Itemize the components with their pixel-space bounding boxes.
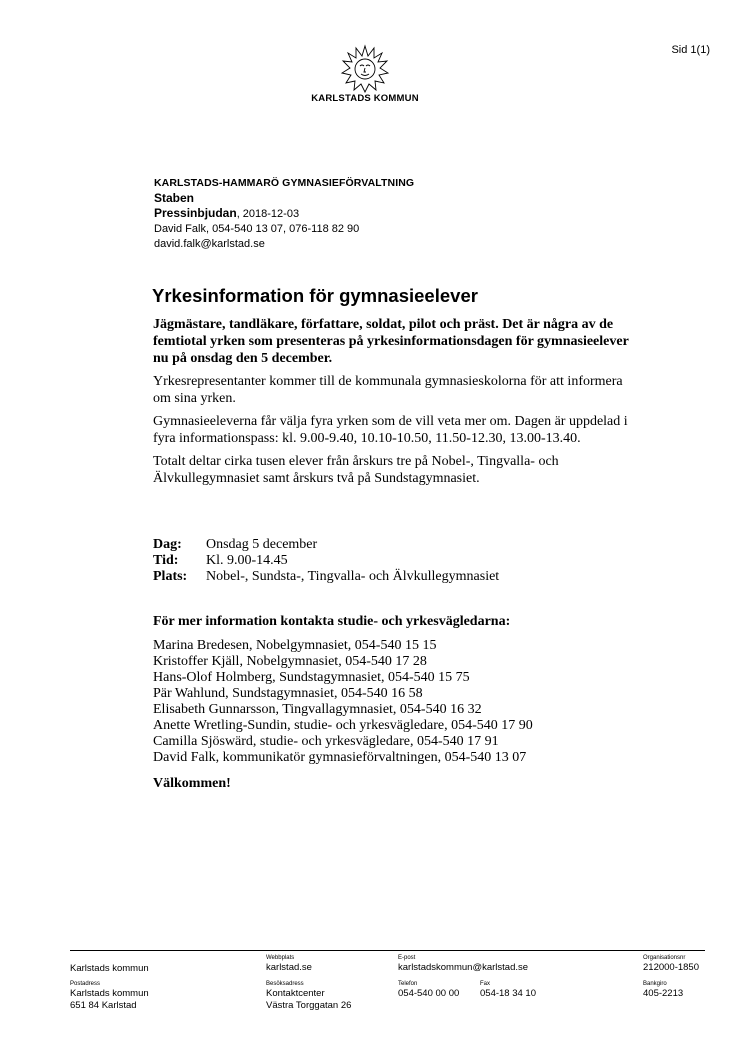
contact-person: Camilla Sjöswärd, studie- och yrkesvägledare, 054-540 17 91	[153, 734, 499, 749]
release-date: , 2018-12-03	[236, 208, 300, 220]
footer-visit-line2: Västra Torggatan 26	[266, 1000, 352, 1011]
footer-email-label: E-post	[398, 955, 416, 961]
contact-person: Anette Wretling-Sundin, studie- och yrkesvägledare, 054-540 17 90	[153, 718, 533, 733]
contact-person: Elisabeth Gunnarsson, Tingvallagymnasiet, 054-540 16 32	[153, 702, 482, 717]
sun-face-icon	[340, 44, 390, 94]
event-details	[153, 537, 499, 585]
footer-phone-label: Telefon	[398, 981, 418, 987]
paragraph-2: Gymnasieeleverna får välja fyra yrken som de vill veta mer om. Dagen är uppdelad i fyra informationspass: kl. 9.00-9.40, 10.10-10.50, 11.50-12.30, 13.00-13.40.	[153, 414, 628, 446]
footer-web-link[interactable]: karlstad.se	[266, 962, 312, 973]
footer-org-label: Organisationsnr	[643, 955, 686, 961]
event-day-label: Dag:	[153, 537, 182, 552]
event-place-row	[153, 569, 499, 585]
footer-visit-line1: Kontaktcenter	[266, 988, 325, 999]
contact-section	[153, 614, 633, 792]
paragraph-1: Yrkesrepresentanter kommer till de kommunala gymnasieskolorna för att informera om sina yrken.	[153, 374, 623, 406]
footer-web-label: Webbplats	[266, 955, 295, 961]
footer-fax-value: 054-18 34 10	[480, 988, 536, 999]
event-day-value: Onsdag 5 december	[206, 537, 318, 552]
release-line	[154, 206, 414, 222]
footer-bankgiro-label: Bankgiro	[643, 981, 667, 987]
event-time-label: Tid:	[153, 553, 179, 568]
event-time-row	[153, 553, 499, 569]
sender-block	[154, 176, 414, 252]
contact-heading: För mer information kontakta studie- och yrkesvägledarna:	[153, 614, 511, 629]
event-time-value: Kl. 9.00-14.45	[206, 553, 288, 568]
event-place-label: Plats:	[153, 569, 188, 584]
welcome-text: Välkommen!	[153, 776, 231, 791]
footer-divider	[70, 950, 705, 951]
footer-bankgiro-value: 405-2213	[643, 988, 684, 999]
event-place-value: Nobel-, Sundsta-, Tingvalla- och Älvkullegymnasiet	[206, 569, 500, 584]
footer-org-value: 212000-1850	[643, 962, 699, 973]
contact-person: Hans-Olof Holmberg, Sundstagymnasiet, 054-540 15 75	[153, 670, 470, 685]
footer-postal-label: Postadress	[70, 981, 101, 987]
footer-visit-label: Besöksadress	[266, 981, 304, 987]
contact-person: Kristoffer Kjäll, Nobelgymnasiet, 054-540 17 28	[153, 654, 427, 669]
contact-phone: David Falk, 054-540 13 07, 076-118 82 90	[154, 223, 360, 235]
contact-person: Pär Wahlund, Sundstagymnasiet, 054-540 16 58	[153, 686, 423, 701]
department-name: Staben	[154, 191, 195, 205]
footer-email-link[interactable]: karlstadskommun@karlstad.se	[398, 962, 529, 973]
footer-name: Karlstads kommun	[70, 963, 149, 974]
paragraph-3: Totalt deltar cirka tusen elever från årskurs tre på Nobel-, Tingvalla- och Älvkullegymnasiet samt årskurs två på Sundstagymnasiet.	[153, 454, 559, 486]
page-number: Sid 1(1)	[671, 44, 710, 56]
contact-email: david.falk@karlstad.se	[154, 238, 265, 250]
logo-text: KARLSTADS KOMMUN	[311, 93, 419, 104]
footer-phone-value: 054-540 00 00	[398, 988, 460, 999]
footer-fax-label: Fax	[480, 981, 491, 987]
footer-postal-line2: 651 84 Karlstad	[70, 1000, 137, 1011]
lead-paragraph: Jägmästare, tandläkare, författare, soldat, pilot och präst. Det är några av de femtiotal yrken som presenteras på yrkesinformationsdagen för gymnasieelever nu på onsdag den 5 december.	[153, 317, 629, 366]
release-type: Pressinbjudan	[154, 206, 237, 220]
organization-name: KARLSTADS-HAMMARÖ GYMNASIEFÖRVALTNING	[154, 177, 415, 189]
headline: Yrkesinformation för gymnasieelever	[152, 285, 478, 306]
event-day-row	[153, 537, 499, 553]
contact-person: Marina Bredesen, Nobelgymnasiet, 054-540 15 15	[153, 638, 437, 653]
article-body	[153, 316, 633, 493]
footer-postal-line1: Karlstads kommun	[70, 988, 149, 999]
contact-person: David Falk, kommunikatör gymnasieförvaltningen, 054-540 13 07	[153, 750, 527, 765]
